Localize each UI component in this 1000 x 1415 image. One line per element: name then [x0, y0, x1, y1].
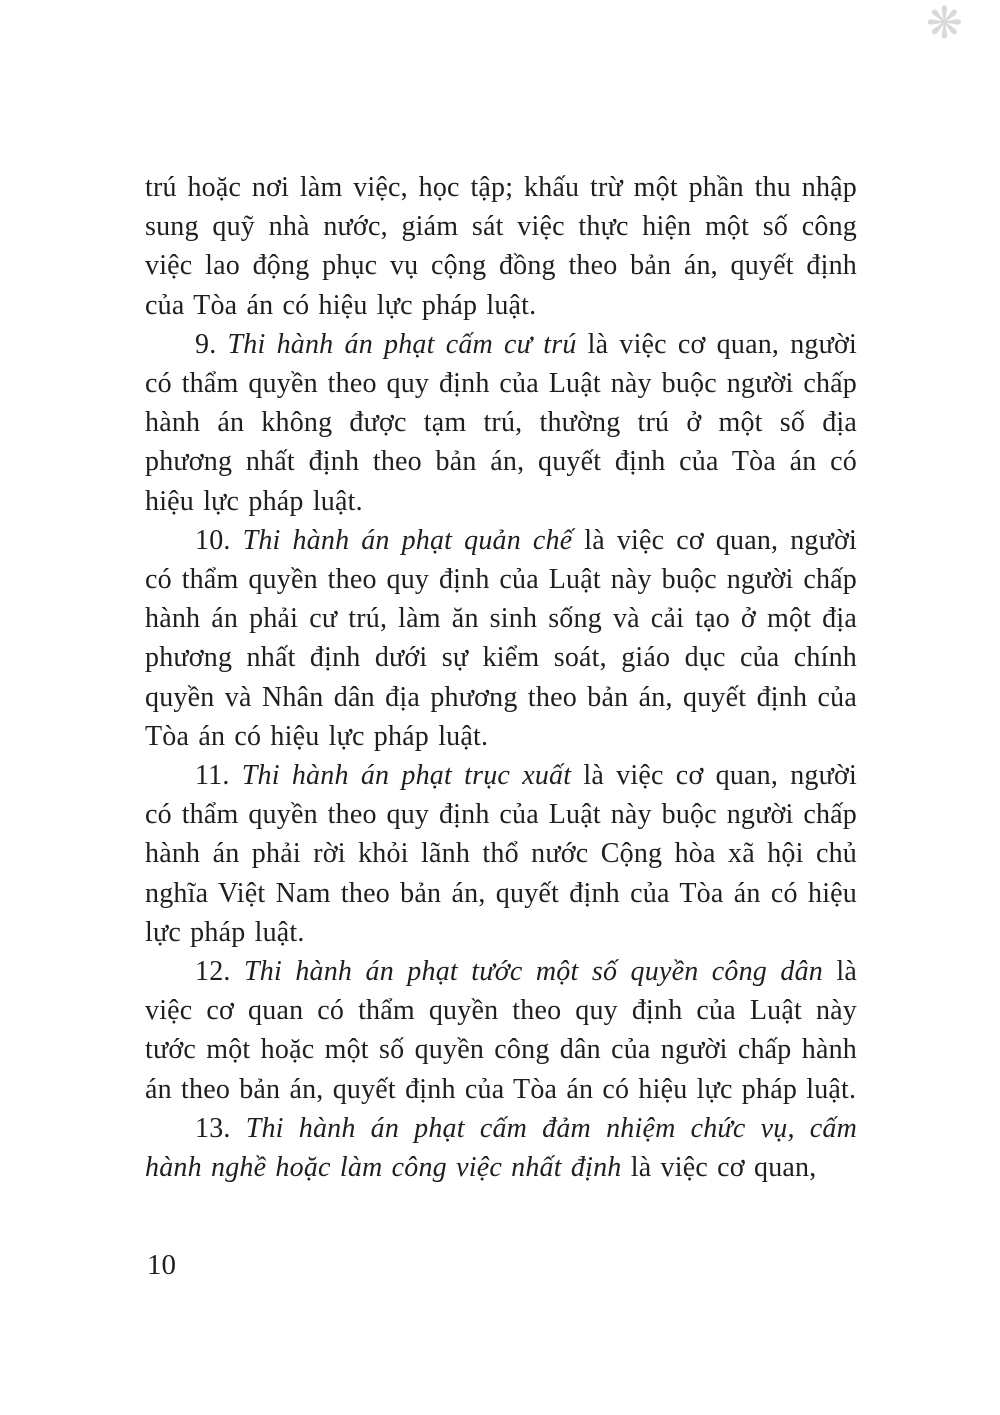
defined-term: Thi hành án phạt cấm đảm nhiệm chức vụ, cấm hành nghề hoặc làm công việc nhất định	[145, 1112, 857, 1184]
paragraph-clause-11	[145, 756, 857, 952]
body-text: là việc cơ quan, người có thẩm quyền theo quy định của Luật này buộc người chấp hành án phải cư trú, làm ăn sinh sống và cải tạo ở một địa phương nhất định dưới sự kiểm soát, giáo dục của chính quyền và Nhân dân địa phương theo bản án, quyết định của Tòa án có hiệu lực pháp luật.	[145, 524, 857, 752]
paragraph-clause-9	[145, 325, 857, 521]
body-text: là việc cơ quan, người có thẩm quyền theo quy định của Luật này buộc người chấp hành án phải rời khỏi lãnh thổ nước Cộng hòa xã hội chủ nghĩa Việt Nam theo bản án, quyết định của Tòa án có hiệu lực pháp luật.	[145, 760, 857, 948]
paragraph-clause-13	[145, 1109, 857, 1187]
body-text: trú hoặc nơi làm việc, học tập; khấu trừ một phần thu nhập sung quỹ nhà nước, giám sát việc thực hiện một số công việc lao động phục vụ cộng đồng theo bản án, quyết định của Tòa án có hiệu lực pháp luật.	[145, 172, 857, 321]
body-text: 12.	[195, 956, 244, 988]
body-text: là việc cơ quan,	[621, 1152, 817, 1184]
body-text: 9.	[195, 328, 228, 360]
defined-term: Thi hành án phạt cấm cư trú	[227, 328, 577, 360]
paragraph-clause-8-continuation	[145, 168, 857, 325]
body-text: là việc cơ quan có thẩm quyền theo quy định của Luật này tước một hoặc một số quyền công dân của người chấp hành án theo bản án, quyết định của Tòa án có hiệu lực pháp luật.	[145, 956, 857, 1105]
page-number: 10	[147, 1249, 176, 1281]
body-text: 10.	[195, 524, 243, 556]
text-block	[145, 168, 857, 1187]
paragraph-clause-12	[145, 952, 857, 1109]
flower-asterisk-icon: ❋	[926, 0, 963, 48]
paragraph-clause-10	[145, 521, 857, 756]
body-text: là việc cơ quan, người có thẩm quyền theo quy định của Luật này buộc người chấp hành án không được tạm trú, thường trú ở một số địa phương nhất định theo bản án, quyết định của Tòa án có hiệu lực pháp luật.	[145, 328, 857, 517]
body-text: 13.	[195, 1112, 246, 1144]
defined-term: Thi hành án phạt tước một số quyền công dân	[244, 956, 823, 988]
defined-term: Thi hành án phạt quản chế	[242, 524, 573, 556]
body-text: 11.	[195, 760, 242, 792]
defined-term: Thi hành án phạt trục xuất	[241, 760, 572, 792]
